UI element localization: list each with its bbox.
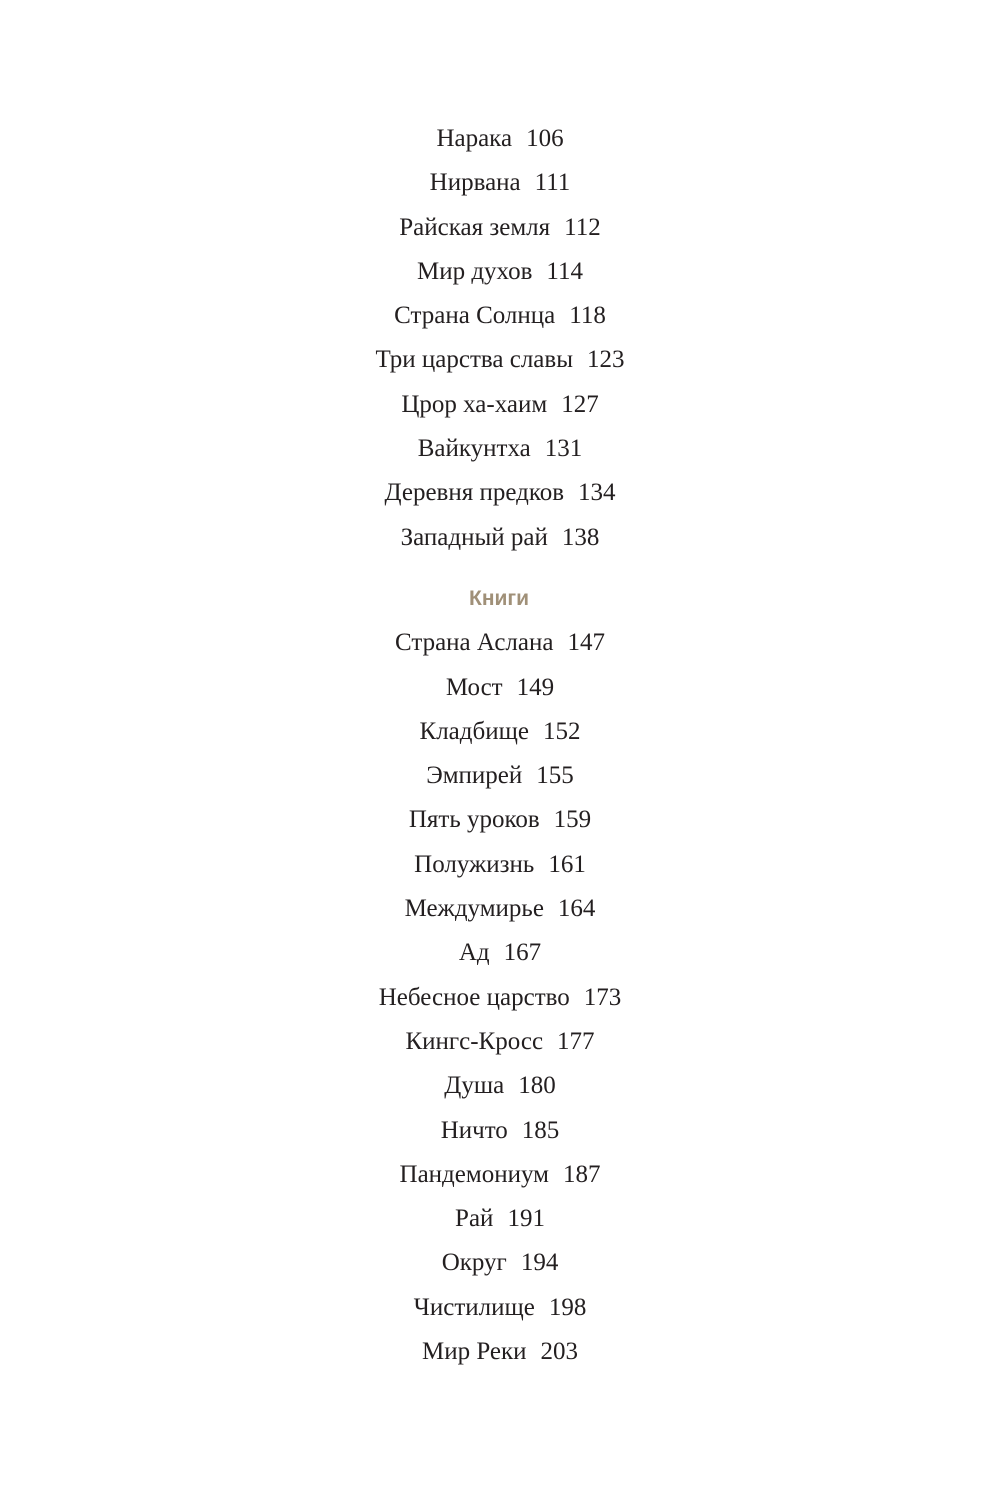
toc-group-before-books	[0, 117, 1000, 560]
toc-entry-title: Междумирье	[404, 895, 544, 923]
toc-entry-page: 198	[548, 1293, 587, 1321]
toc-entry-page: 177	[557, 1027, 595, 1055]
toc-entry-page: 194	[520, 1249, 559, 1277]
toc-entry	[0, 798, 1000, 842]
toc-entry-page: 134	[578, 479, 616, 507]
toc-entry-title: Кингс-Кросс	[405, 1027, 544, 1055]
toc-entry-title: Црор ха-хаим	[401, 390, 548, 418]
toc-entry-page: 203	[540, 1338, 579, 1366]
toc-entry-title: Нарака	[436, 125, 513, 152]
toc-entry	[0, 1064, 1000, 1108]
toc-entry-page: 161	[548, 850, 586, 878]
toc-entry-title: Три царства славы	[375, 346, 574, 374]
toc-entry-page: 173	[583, 983, 622, 1011]
toc-entry-page: 180	[518, 1072, 556, 1100]
toc-entry-title: Пять уроков	[408, 806, 540, 834]
toc-entry-page: 138	[561, 523, 600, 551]
toc-entry	[0, 887, 1000, 931]
toc-entry	[0, 294, 1000, 338]
toc-entry	[0, 338, 1000, 382]
section-heading-books: Книги	[469, 586, 530, 610]
toc-entry-page: 111	[534, 169, 571, 197]
toc-entry	[0, 621, 1000, 665]
toc-entry	[0, 427, 1000, 471]
toc-entry-title: Нирвана	[429, 169, 521, 197]
toc-entry	[0, 754, 1000, 798]
toc-entry	[0, 931, 1000, 975]
toc-entry-title: Чистилище	[413, 1293, 535, 1321]
toc-entry-title: Душа	[444, 1072, 505, 1100]
toc-entry-title: Страна Аслана	[395, 629, 554, 657]
toc-entry-page: 149	[516, 673, 555, 701]
toc-entry-title: Округ	[441, 1249, 507, 1277]
toc-entry-title: Западный рай	[400, 523, 548, 551]
toc-entry	[0, 516, 1000, 560]
toc-entry	[0, 1241, 1000, 1285]
toc-entry	[0, 843, 1000, 887]
toc-entry-page: 118	[569, 302, 606, 330]
toc-entry-title: Эмпирей	[426, 762, 523, 790]
toc-entry-page: 159	[553, 806, 592, 834]
toc-entry	[0, 976, 1000, 1020]
toc-entry	[0, 1109, 1000, 1153]
toc-entry-page: 127	[561, 390, 599, 418]
toc-entry-title: Райская земля	[399, 213, 551, 241]
toc-entry-page: 167	[503, 939, 542, 967]
toc-entry-title: Мир Реки	[421, 1338, 527, 1366]
toc-entry-page: 114	[546, 257, 583, 285]
toc-entry	[0, 383, 1000, 427]
toc-entry-title: Кладбище	[419, 717, 529, 745]
toc-entry-page: 185	[521, 1116, 560, 1144]
toc-entry-title: Пандемониум	[399, 1160, 549, 1188]
toc-entry-page: 187	[562, 1160, 601, 1188]
toc-entry	[0, 1197, 1000, 1241]
table-of-contents	[0, 117, 1000, 1374]
toc-entry	[0, 1330, 1000, 1374]
toc-entry	[0, 1020, 1000, 1064]
toc-entry-title: Мост	[445, 673, 503, 701]
toc-entry-title: Рай	[455, 1205, 494, 1233]
toc-entry-page: 155	[536, 762, 574, 790]
toc-entry-page: 147	[567, 629, 605, 657]
toc-entry	[0, 161, 1000, 205]
toc-entry-page: 112	[564, 213, 601, 241]
toc-entry-title: Ад	[458, 939, 490, 967]
toc-entry	[0, 250, 1000, 294]
toc-entry-page: 106	[526, 125, 564, 152]
toc-entry-page: 131	[544, 435, 583, 463]
toc-entry	[0, 1153, 1000, 1197]
toc-entry-page: 152	[542, 717, 581, 745]
toc-entry-page: 191	[507, 1205, 545, 1233]
toc-entry-page: 123	[587, 346, 625, 374]
toc-entry	[0, 1286, 1000, 1330]
toc-entry	[0, 710, 1000, 754]
toc-entry-title: Страна Солнца	[394, 302, 556, 330]
toc-group-books	[0, 621, 1000, 1374]
toc-entry-title: Деревня предков	[384, 479, 565, 507]
toc-entry-title: Полужизнь	[414, 850, 535, 878]
toc-entry-title: Ничто	[440, 1116, 508, 1144]
toc-entry-title: Небесное царство	[378, 983, 570, 1011]
toc-entry-title: Вайкунтха	[417, 435, 531, 463]
toc-entry	[0, 117, 1000, 161]
toc-entry	[0, 471, 1000, 515]
toc-entry-page: 164	[557, 895, 596, 923]
toc-entry	[0, 666, 1000, 710]
toc-entry	[0, 206, 1000, 250]
toc-entry-title: Мир духов	[416, 257, 533, 285]
